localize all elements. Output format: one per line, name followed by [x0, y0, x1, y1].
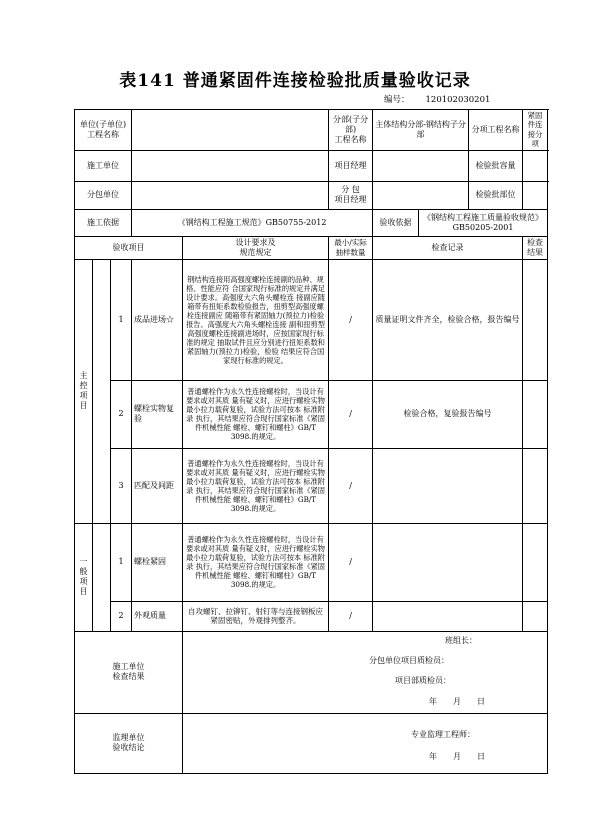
- batch-capacity-value[interactable]: [523, 150, 548, 181]
- row-sample[interactable]: /: [329, 259, 373, 380]
- row-result[interactable]: [523, 601, 548, 631]
- contractor-value[interactable]: [132, 150, 329, 181]
- supervision-label: 监理单位 验收结论: [75, 713, 183, 773]
- construction-check-area[interactable]: [183, 631, 548, 713]
- row-sample[interactable]: /: [329, 380, 373, 448]
- sub-pm-value[interactable]: [373, 181, 469, 209]
- col-sample-header: 最小/实际 抽样数量: [329, 236, 373, 259]
- basis-value[interactable]: 《钢结构工程施工规范》GB50755-2012: [132, 209, 373, 236]
- acceptance-form: [74, 109, 548, 774]
- part-value[interactable]: 主体结构分部-钢结构子分部: [373, 110, 469, 151]
- inspector-label: 项目部质检员：: [395, 676, 452, 685]
- code-value: 120102030201: [425, 95, 491, 105]
- row-no: 1: [111, 259, 132, 380]
- batch-part-value[interactable]: [523, 181, 548, 209]
- row-no: 2: [111, 380, 132, 448]
- col-requirement-header: 设计要求及 规范规定: [183, 236, 329, 259]
- col-record-header: 检查记录: [373, 236, 523, 259]
- row-item-name: 成品进场☆: [132, 259, 183, 380]
- row-sample[interactable]: /: [329, 523, 373, 601]
- group-general-label: 一 般 项 目: [75, 523, 93, 631]
- row-item-name: 匹配及间距: [132, 448, 183, 523]
- sub-pm-label: 分 包 项目经理: [329, 181, 373, 209]
- col-item-header: 验收项目: [75, 236, 183, 259]
- construction-check-label: 施工单位 检查结果: [75, 631, 183, 713]
- row-no: 1: [111, 523, 132, 601]
- page-title: 表141 普通紧固件连接检验批质量验收记录: [119, 71, 471, 91]
- table-row: [75, 601, 548, 631]
- subcontractor-value[interactable]: [132, 181, 329, 209]
- row-item-name: 螺栓实物复验: [132, 380, 183, 448]
- row-requirement: 自攻螺钉、拉铆钉、射钉等与连接钢板应紧固密贴，外观排列整齐。: [183, 601, 329, 631]
- construction-date: 年 月 日: [429, 697, 486, 706]
- table-row: [75, 380, 548, 448]
- row-requirement: 普通螺栓作为永久性连接螺栓时，当设计有要求或对其质 量有疑义时，应进行螺栓实物最小拉力载荷复验，试验方法可按本 标准附录 执行，其结果应符合现行国家标准《紧固件机械性能 螺栓、螺钉和螺柱》GB/T 3098.的规定。: [183, 380, 329, 448]
- row-result[interactable]: [523, 448, 548, 523]
- part-label: 分部(子分部) 工程名称: [329, 110, 373, 151]
- group-main-label: 主 控 项 目: [75, 259, 93, 523]
- table-row: [75, 448, 548, 523]
- row-result[interactable]: [523, 523, 548, 601]
- table-row: [75, 523, 548, 601]
- row-no: 3: [111, 448, 132, 523]
- table-row: [75, 259, 548, 380]
- row-record[interactable]: 质量证明文件齐全，检验合格，报告编号: [373, 259, 523, 380]
- pm-value[interactable]: [373, 150, 469, 181]
- engineer-label: 专业监理工程师：: [411, 730, 476, 739]
- supervision-area[interactable]: [183, 713, 548, 773]
- subcontractor-label: 分包单位: [75, 181, 132, 209]
- row-record[interactable]: 检验合格，复验报告编号: [373, 380, 523, 448]
- team-leader-label: 班组长：: [445, 636, 478, 645]
- subitem-label: 分项工程名称: [469, 110, 523, 151]
- row-sample[interactable]: /: [329, 601, 373, 631]
- row-record[interactable]: [373, 601, 523, 631]
- unit-value[interactable]: [132, 110, 329, 151]
- code-label: 编号：: [384, 95, 410, 105]
- unit-label: 单位(子单位) 工程名称: [75, 110, 132, 151]
- row-item-name: 外观质量: [132, 601, 183, 631]
- col-result-header: 检查 结果: [523, 236, 548, 259]
- row-sample[interactable]: /: [329, 448, 373, 523]
- supervision-date: 年 月 日: [429, 752, 486, 761]
- group-spacer: [93, 523, 111, 631]
- basis-label: 施工依据: [75, 209, 132, 236]
- row-result[interactable]: [523, 380, 548, 448]
- acceptance-basis-label: 验收依据: [373, 209, 419, 236]
- row-item-name: 螺栓紧固: [132, 523, 183, 601]
- batch-capacity-label: 检验批容量: [469, 150, 523, 181]
- pm-label: 项目经理: [329, 150, 373, 181]
- row-requirement: 钢结构连接用高强度螺栓连接副的品种、规格、性能应符 合国家现行标准的规定并满足设计要求。高强度大六角头螺栓连 接副应随箱带有扭矩系数检验报告，扭剪型高强度螺栓连接副应 随箱带有紧固轴力(预拉力)检验报告。高强度大六角头螺栓连接 副和扭剪型高强度螺栓连接副进场时，应按国家现行标准的规定 抽取试件且应分别进行扭矩系数和紧固轴力(预拉力)检验，检验 结果应符合国家现行标准的规定。: [183, 259, 329, 380]
- group-spacer: [93, 259, 111, 523]
- row-record[interactable]: [373, 523, 523, 601]
- acceptance-basis-value[interactable]: 《钢结构工程施工质量验收规范》GB50205-2001: [419, 209, 548, 236]
- row-requirement: 普通螺栓作为永久性连接螺栓时，当设计有要求或对其质 量有疑义时，应进行螺栓实物最小拉力载荷复验，试验方法可按本 标准附录 执行，其结果应符合现行国家标准《紧固件机械性能 螺栓、螺钉和螺柱》GB/T 3098.的规定。: [183, 448, 329, 523]
- subitem-value[interactable]: 紧固件连接分项: [523, 110, 548, 151]
- row-record[interactable]: [373, 448, 523, 523]
- row-requirement: 普通螺栓作为永久性连接螺栓时，当设计有要求或对其质 量有疑义时，应进行螺栓实物最小拉力载荷复验，试验方法可按本 标准附录 执行，其结果应符合现行国家标准《紧固件机械性能 螺栓、螺钉和螺柱》GB/T 3098.的规定。: [183, 523, 329, 601]
- contractor-label: 施工单位: [75, 150, 132, 181]
- sub-inspector-label: 分包单位项目质检员：: [369, 656, 450, 665]
- batch-part-label: 检验批部位: [469, 181, 523, 209]
- record-code: [384, 93, 490, 105]
- row-result[interactable]: [523, 259, 548, 380]
- row-no: 2: [111, 601, 132, 631]
